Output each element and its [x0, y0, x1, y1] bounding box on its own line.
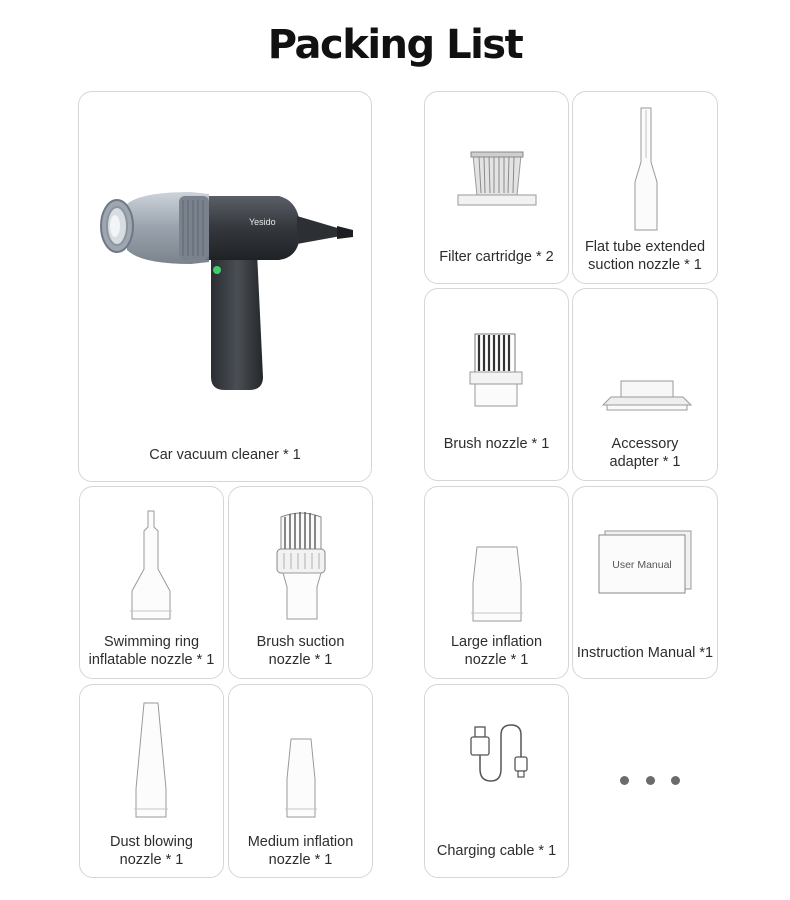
item-card-swimming-ring: [79, 486, 224, 679]
item-label: Accessory adapter * 1: [609, 436, 681, 470]
item-card-brush-suction: [228, 486, 373, 679]
item-label: Flat tube extended suction nozzle * 1: [584, 239, 706, 273]
item-card-accessory-adapter: [572, 288, 718, 481]
dot-icon: [646, 776, 655, 785]
page-title: Packing List: [267, 22, 523, 68]
item-label: Charging cable * 1: [436, 843, 557, 859]
item-label: Dust blowing nozzle * 1: [109, 834, 193, 868]
vacuum-cleaner-image: [79, 92, 373, 483]
manual-cover-text: User Manual: [612, 559, 672, 571]
item-card-filter: [424, 91, 569, 284]
brush-nozzle-image: [425, 289, 570, 482]
item-card-flat-tube: [572, 91, 718, 284]
item-card-cable: [424, 684, 569, 878]
item-label: Filter cartridge * 2: [439, 249, 554, 265]
item-card-medium-inflation: [228, 684, 373, 878]
item-card-dust-blowing: [79, 684, 224, 878]
item-card-vacuum: [78, 91, 372, 482]
item-label: Car vacuum cleaner * 1: [149, 447, 301, 463]
item-card-manual: [572, 486, 718, 679]
dot-icon: [620, 776, 629, 785]
item-label: Brush nozzle * 1: [443, 436, 550, 452]
more-items-dots-icon: [620, 776, 680, 788]
brand-logo: Yesido: [249, 217, 276, 227]
item-label: Large inflation nozzle * 1: [450, 634, 543, 668]
item-label: Brush suction nozzle * 1: [256, 634, 345, 668]
item-label: Medium inflation nozzle * 1: [247, 834, 354, 868]
dot-icon: [671, 776, 680, 785]
item-label: Swimming ring inflatable nozzle * 1: [88, 634, 215, 668]
item-label: Instruction Manual *1: [576, 645, 714, 661]
item-card-brush-nozzle: [424, 288, 569, 481]
item-card-large-inflation: [424, 486, 569, 679]
